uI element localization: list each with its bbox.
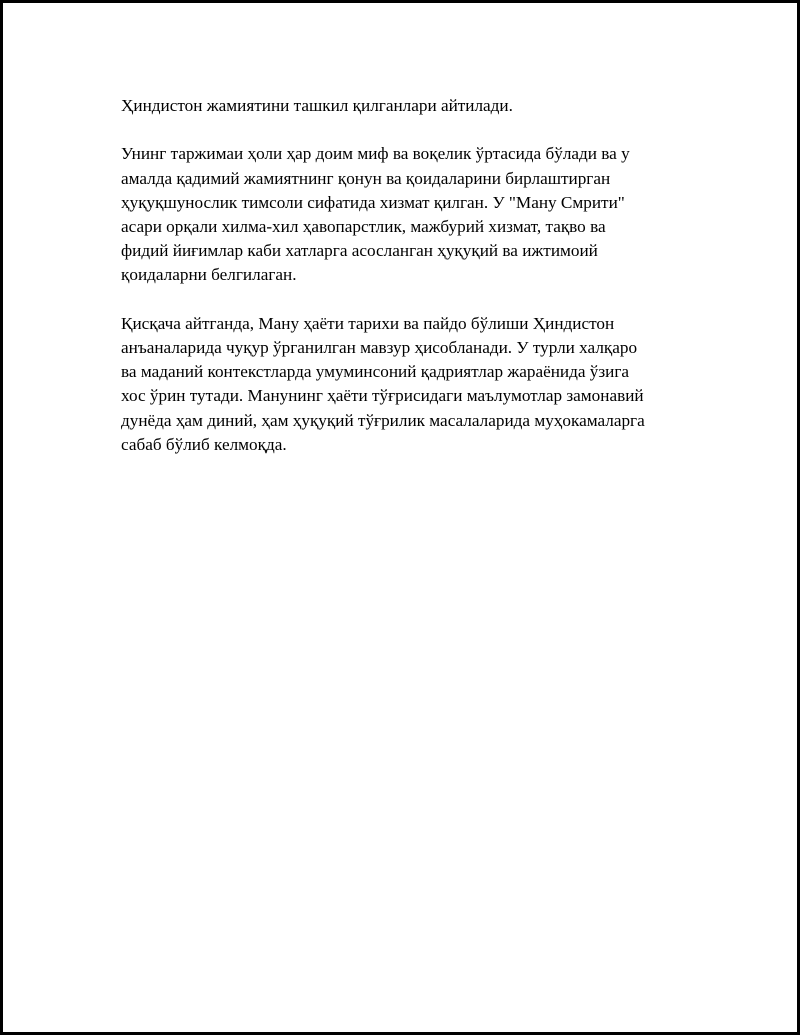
document-body bbox=[121, 94, 701, 481]
paragraph-2 bbox=[121, 142, 701, 287]
text-line: сабаб бўлиб келмоқда. bbox=[121, 434, 287, 454]
paragraph-3 bbox=[121, 312, 701, 457]
paragraph-1 bbox=[121, 94, 701, 118]
text-line: анъаналарида чуқур ўрганилган мавзур ҳисобланади. У турли халқаро bbox=[121, 338, 638, 357]
text-line: ва маданий контекстларда умуминсоний қадриятлар жараёнида ўзига bbox=[121, 362, 630, 382]
text-line: Қисқача айтганда, Ману ҳаёти тарихи ва пайдо бўлиши Ҳиндистон bbox=[121, 313, 615, 333]
text-line: фидий йиғимлар каби хатларга асосланган ҳуқуқий ва ижтимоий bbox=[121, 241, 598, 261]
text-line: амалда қадимий жамиятнинг қонун ва қоидаларини бирлаштирган bbox=[121, 168, 611, 188]
text-line: ҳуқуқшунослик тимсоли сифатида хизмат қилган. У "Ману Смрити" bbox=[121, 192, 625, 212]
text-line: асари орқали хилма-хил ҳавопарстлик, мажбурий хизмат, тақво ва bbox=[121, 217, 606, 236]
text-line: Унинг таржимаи ҳоли ҳар доим миф ва воқелик ўртасида бўлади ва у bbox=[121, 144, 630, 164]
text-line: қоидаларни белгилаган. bbox=[121, 265, 297, 285]
text-line: Ҳиндистон жамиятини ташкил қилганлари айтилади. bbox=[121, 96, 513, 115]
text-line: хос ўрин тутади. Манунинг ҳаёти тўғрисидаги маълумотлар замонавий bbox=[121, 386, 644, 406]
text-line: дунёда ҳам диний, ҳам ҳуқуқий тўғрилик масалаларида муҳокамаларга bbox=[121, 410, 645, 430]
